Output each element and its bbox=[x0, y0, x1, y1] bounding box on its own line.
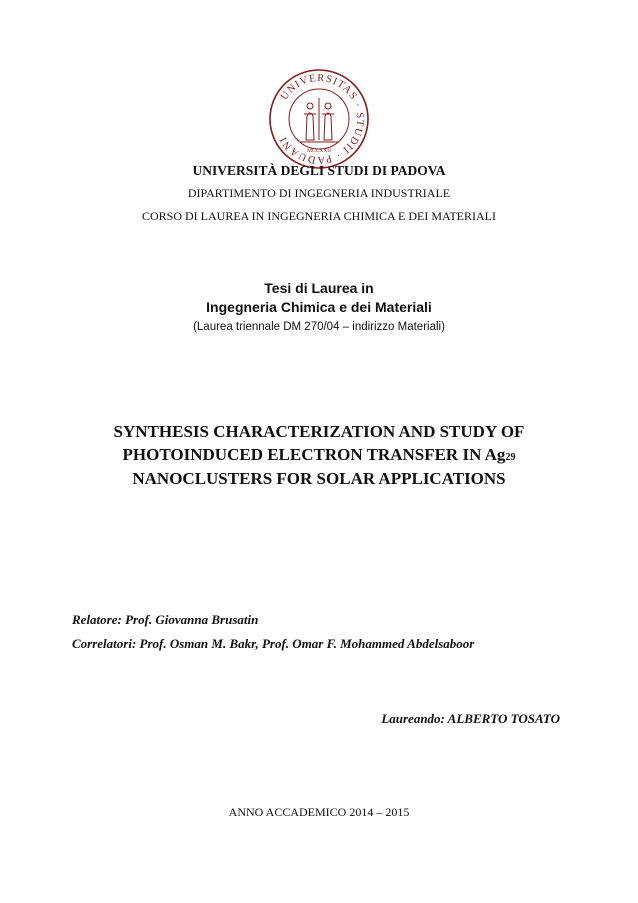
thesis-type: Tesi di Laurea in bbox=[264, 280, 374, 296]
thesis-note: (Laurea triennale DM 270/04 – indirizzo Materiali) bbox=[193, 321, 445, 333]
seal-graphic bbox=[268, 68, 370, 170]
seal-figures-icon bbox=[300, 98, 338, 142]
academic-year: ANNO ACCADEMICO 2014 – 2015 bbox=[228, 805, 410, 819]
university-seal bbox=[268, 68, 370, 170]
thesis-title-line-2 bbox=[0, 445, 638, 465]
thesis-field: Ingegneria Chimica e dei Materiali bbox=[206, 299, 432, 315]
supervisor: Relatore: Prof. Giovanna Brusatin bbox=[72, 612, 259, 627]
course-name: CORSO DI LAUREA IN INGEGNERIA CHIMICA E DEI MATERIALI bbox=[142, 209, 496, 223]
graduand: Laureando: ALBERTO TOSATO bbox=[381, 711, 560, 726]
seal-outer-text: UNIVERSITAS · STUDII · PADUANI bbox=[277, 72, 366, 166]
seal-inner-text: MCCXXII bbox=[307, 148, 331, 154]
department-name: DIPARTIMENTO DI INGEGNERIA INDUSTRIALE bbox=[187, 186, 451, 200]
co-supervisors: Correlatori: Prof. Osman M. Bakr, Prof. Omar F. Mohammed Abdelsaboor bbox=[72, 636, 475, 651]
title-line-2-main: PHOTOINDUCED ELECTRON TRANSFER IN Ag bbox=[122, 445, 506, 464]
thesis-title-line-1: SYNTHESIS CHARACTERIZATION AND STUDY OF bbox=[113, 422, 525, 441]
title-subscript: 29 bbox=[505, 452, 516, 463]
thesis-title-line-3: NANOCLUSTERS FOR SOLAR APPLICATIONS bbox=[132, 469, 506, 488]
university-name: UNIVERSITÀ DEGLI STUDI DI PADOVA bbox=[192, 163, 446, 178]
